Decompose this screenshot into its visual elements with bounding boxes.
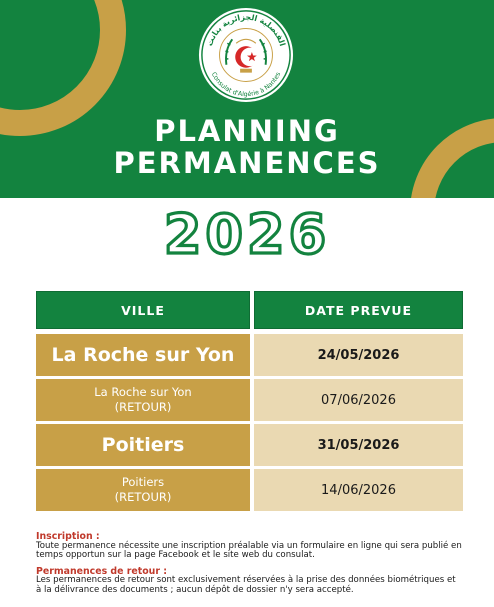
city-name: Poitiers (101, 434, 185, 456)
city-name: Poitiers (121, 475, 165, 489)
year-heading (0, 200, 494, 266)
table-row-4-date (254, 469, 463, 511)
notes-section (36, 532, 462, 596)
table-header-ville: VILLE (36, 291, 250, 329)
year-text: 2026 (163, 203, 331, 266)
logo-latin-text: Consulat d'Algérie à Nantes (209, 71, 283, 99)
date-value: 31/05/2026 (317, 437, 400, 453)
consulate-logo (197, 6, 295, 104)
date-value: 24/05/2026 (317, 347, 400, 363)
inscription-text: Toute permanence nécessite une inscription préalable via un formulaire en ligne qui sera publié en temps opportun sur la page Facebook et le site web du consulat. (36, 540, 462, 561)
table-row-2-city (36, 379, 250, 421)
title-planning: PLANNING (154, 114, 340, 148)
date-value: 07/06/2026 (321, 392, 396, 408)
date-value: 14/06/2026 (321, 482, 396, 498)
city-subtitle: (RETOUR) (114, 400, 172, 414)
logo-arabic-text: القنصلية الجزائرية بنانت (204, 12, 288, 48)
table-header-date: DATE PREVUE (254, 291, 463, 329)
inscription-heading: Inscription : (36, 531, 100, 542)
table-row-3-date (254, 424, 463, 466)
city-subtitle: (RETOUR) (114, 490, 172, 504)
table-row-3-city (36, 424, 250, 466)
table-row-1-date (254, 334, 463, 376)
table-row-2-date (254, 379, 463, 421)
table-row-4-city (36, 469, 250, 511)
city-name: La Roche sur Yon (51, 344, 235, 366)
retour-heading: Permanences de retour : (36, 565, 167, 577)
retour-text: Les permanences de retour sont exclusivement réservées à la prise des données biométriques et à la délivrance des documents ; aucun dépôt de dossier n'y sera accepté. (36, 575, 456, 595)
city-name: La Roche sur Yon (94, 385, 192, 399)
table-row-1-city (36, 334, 250, 376)
header-banner (0, 0, 494, 198)
title-permanences: PERMANENCES (113, 146, 381, 180)
